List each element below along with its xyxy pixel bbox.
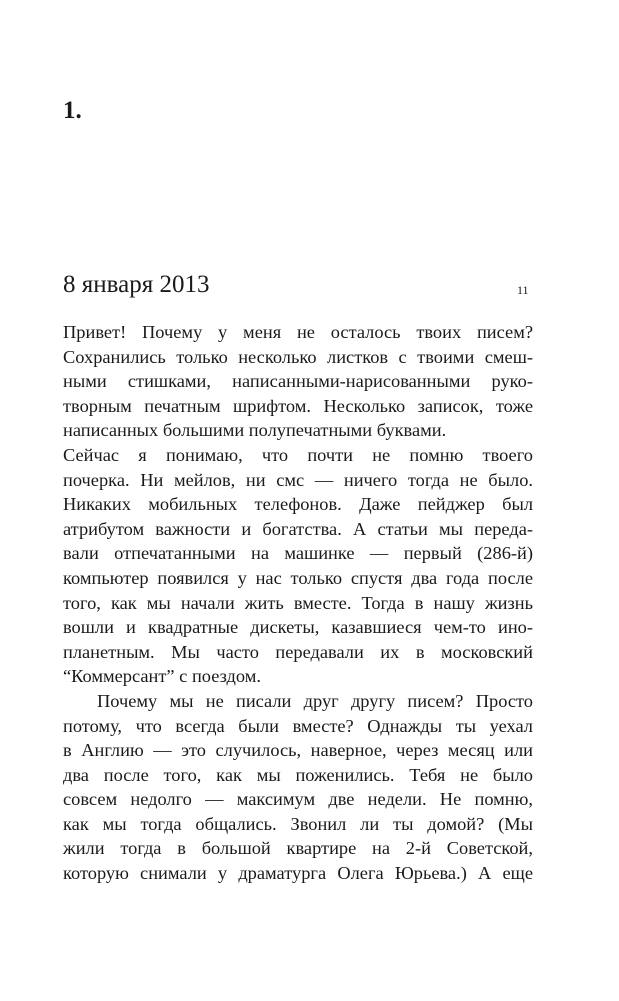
text-line: почерка. Ни мейлов, ни смс — ничего тогда не было. [63, 469, 533, 490]
text-line: потому, что всегда были вместе? Однажды ты уехал [63, 715, 533, 736]
text-line: того, как мы начали жить вместе. Тогда в нашу жизнь [63, 592, 533, 613]
paragraph-1 [63, 320, 533, 689]
date-heading: 8 января 2013 [63, 271, 210, 298]
text-line: Сейчас я понимаю, что почти не помню твоего [63, 444, 533, 465]
text-line: которую снимали у драматурга Олега Юрьева.) А еще [63, 863, 533, 884]
page-number: 11 [517, 283, 529, 297]
body-text [63, 320, 533, 886]
text-line: “Коммерсант” с поездом. [63, 666, 261, 687]
text-line: Привет! Почему у меня не осталось твоих писем? [63, 322, 533, 342]
text-line: вошли и квадратные дискеты, казавшиеся чем-то ино- [63, 617, 533, 638]
text-line: в Англию — это случилось, наверное, через месяц или [63, 740, 533, 761]
text-line: вали отпечатанными на машинке — первый (286-й) [63, 543, 533, 564]
text-line: Никаких мобильных телефонов. Даже пейджер был [63, 494, 533, 515]
text-line: планетным. Мы часто передавали их в московский [63, 641, 533, 662]
chapter-number: 1. [63, 97, 82, 124]
text-line: Почему мы не писали друг другу писем? Просто [97, 690, 533, 711]
text-line: компьютер появился у нас только спустя два года после [63, 567, 533, 588]
text-line: Сохранились только несколько листков с твоими смеш- [63, 346, 533, 367]
paragraph-2 [63, 689, 533, 886]
text-line: два после того, как мы поженились. Тебя не было [63, 764, 533, 785]
text-line: атрибутом важности и богатства. А статьи мы переда- [63, 518, 533, 539]
text-line: творным печатным шрифтом. Несколько записок, тоже [63, 395, 533, 416]
text-line: написанных большими полупечатными буквами. [63, 420, 447, 441]
text-line: ными стишками, написанными-нарисованными руко- [63, 371, 533, 392]
text-line: жили тогда в большой квартире на 2-й Советской, [63, 838, 533, 859]
text-line: как мы тогда общались. Звонил ли ты домой? (Мы [63, 813, 533, 834]
text-line: совсем недолго — максимум две недели. Не помню, [63, 789, 533, 810]
